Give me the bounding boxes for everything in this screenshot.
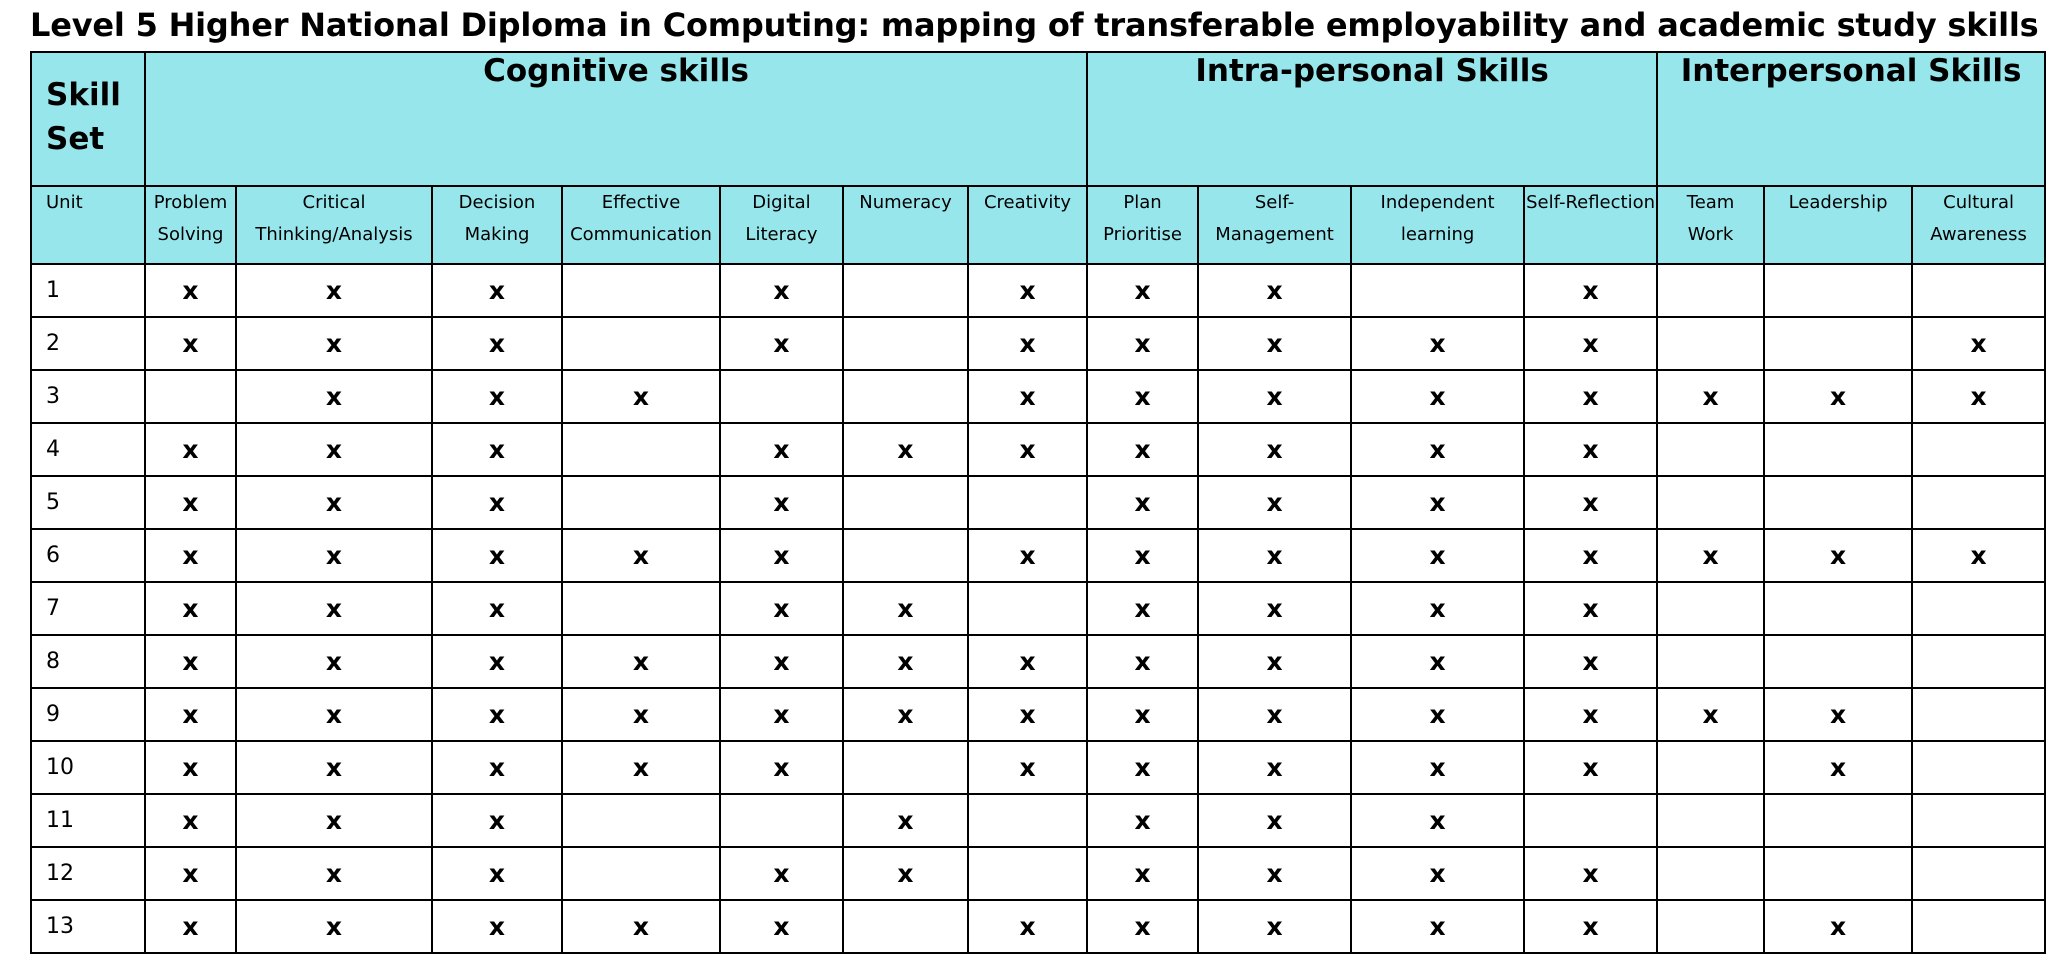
skill-mark-cell: x [236,635,432,688]
skill-mark-cell [1912,582,2045,635]
skill-mark-cell [1912,741,2045,794]
skill-mark-cell [1764,847,1912,900]
skill-mark-cell: x [720,529,843,582]
unit-number: 7 [31,582,145,635]
skill-mark-cell: x [236,582,432,635]
column-header [843,186,968,264]
skill-mark-cell: x [1912,370,2045,423]
skill-mark-cell: x [968,264,1087,317]
unit-column-header: Unit [31,186,145,264]
column-header-line: Prioritise [1103,224,1182,245]
skill-mark-cell [720,794,843,847]
skill-mark-cell [562,847,720,900]
table-row [31,529,2045,582]
skill-mark-cell: x [236,529,432,582]
skill-mark-cell: x [1351,582,1524,635]
skill-mark-cell: x [1087,264,1198,317]
skill-mark-cell: x [1351,847,1524,900]
column-header-line: Critical [302,192,366,213]
skill-mark-cell [1657,264,1764,317]
group-cognitive-skills: Cognitive skills [145,52,1087,186]
unit-number: 1 [31,264,145,317]
skill-mark-cell: x [1912,529,2045,582]
skill-mark-cell: x [1087,900,1198,953]
skill-mark-cell: x [968,900,1087,953]
skill-mark-cell: x [720,317,843,370]
table-row [31,741,2045,794]
skill-mark-cell: x [1087,635,1198,688]
table-row [31,635,2045,688]
skill-mark-cell: x [562,529,720,582]
table-row [31,264,2045,317]
skill-mark-cell: x [1198,794,1351,847]
column-header-line: Thinking/Analysis [255,224,413,245]
skill-mark-cell: x [562,900,720,953]
group-header-row [31,52,2045,186]
skill-mark-cell: x [843,423,968,476]
skill-mark-cell [843,741,968,794]
skill-mark-cell: x [1087,847,1198,900]
unit-number: 2 [31,317,145,370]
skill-mark-cell [1764,582,1912,635]
skill-mark-cell [1764,423,1912,476]
skill-set-header [31,52,145,186]
column-header-line: Self- [1254,192,1295,213]
skill-mark-cell: x [1764,900,1912,953]
skill-mark-cell: x [432,847,562,900]
column-header-line: Effective [601,192,681,213]
skill-mark-cell: x [432,900,562,953]
table-row [31,688,2045,741]
table-body [31,264,2045,953]
unit-number: 3 [31,370,145,423]
skill-mark-cell: x [720,423,843,476]
skill-mark-cell: x [145,794,236,847]
skill-mark-cell [1524,794,1657,847]
skill-mark-cell: x [432,529,562,582]
skill-mark-cell [1657,476,1764,529]
unit-number: 10 [31,741,145,794]
skill-mark-cell: x [1351,794,1524,847]
column-header-line: Digital [752,192,811,213]
skill-mark-cell: x [432,582,562,635]
skill-mark-cell: x [1912,317,2045,370]
column-header [1351,186,1524,264]
group-interpersonal-skills: Interpersonal Skills [1657,52,2045,186]
skill-mark-cell: x [968,529,1087,582]
unit-number: 4 [31,423,145,476]
skill-mark-cell: x [1198,688,1351,741]
column-header-line: Making [464,224,530,245]
skill-mark-cell: x [236,794,432,847]
skill-mark-cell: x [145,423,236,476]
skill-mark-cell: x [1087,794,1198,847]
table-row [31,900,2045,953]
skill-mark-cell: x [1198,582,1351,635]
skill-mark-cell: x [1198,635,1351,688]
skill-mark-cell: x [1087,582,1198,635]
skill-mark-cell [1657,794,1764,847]
skill-mark-cell [1912,476,2045,529]
skill-mark-cell: x [1764,529,1912,582]
skill-mark-cell [1912,794,2045,847]
skill-mark-cell: x [1198,529,1351,582]
skill-mark-cell [843,264,968,317]
column-header-line: Communication [570,224,712,245]
skill-mark-cell: x [1524,900,1657,953]
skill-mark-cell [1351,264,1524,317]
skill-mark-cell: x [145,529,236,582]
column-header [1764,186,1912,264]
column-header-line: Self-Reflection [1526,192,1656,213]
skill-mark-cell [843,370,968,423]
skill-mark-cell: x [843,794,968,847]
skill-mark-cell: x [1524,264,1657,317]
column-header-line: Literacy [745,224,818,245]
skill-mark-cell: x [432,317,562,370]
skill-mark-cell [1912,847,2045,900]
skill-mark-cell: x [145,582,236,635]
skill-mark-cell [968,794,1087,847]
skill-mark-cell: x [968,370,1087,423]
skill-mark-cell: x [1198,476,1351,529]
skill-mark-cell: x [968,317,1087,370]
skill-mark-cell: x [1524,635,1657,688]
skill-mark-cell: x [1524,423,1657,476]
skill-mark-cell: x [1087,370,1198,423]
skill-mark-cell: x [432,423,562,476]
skill-mark-cell: x [1351,529,1524,582]
skill-mark-cell: x [1198,317,1351,370]
skill-mark-cell: x [145,741,236,794]
skill-mark-cell: x [1087,317,1198,370]
skill-mark-cell [1764,794,1912,847]
skill-mark-cell: x [843,847,968,900]
skill-mark-cell [968,847,1087,900]
skill-mark-cell [843,476,968,529]
skill-set-line1: Skill [46,77,121,113]
column-header-line: Team [1686,192,1735,213]
skill-mark-cell: x [1657,688,1764,741]
skill-mark-cell: x [236,476,432,529]
skill-mark-cell: x [145,847,236,900]
skill-mark-cell [1912,423,2045,476]
skill-mark-cell [1764,635,1912,688]
skill-mark-cell: x [562,688,720,741]
column-header-line: Cultural [1943,192,2014,213]
column-header [236,186,432,264]
skill-mark-cell: x [1087,529,1198,582]
skill-mark-cell [1912,635,2045,688]
skill-mark-cell: x [843,582,968,635]
skill-mark-cell: x [145,688,236,741]
skill-mark-cell: x [720,264,843,317]
column-header-line: Numeracy [859,192,952,213]
column-header-line: Management [1215,224,1334,245]
skills-mapping-table [30,51,2046,954]
skill-mark-cell [843,317,968,370]
skill-mark-cell [843,529,968,582]
skill-mark-cell: x [1657,370,1764,423]
column-header-row [31,186,2045,264]
skill-mark-cell: x [968,741,1087,794]
skill-mark-cell: x [1198,370,1351,423]
skill-mark-cell: x [720,900,843,953]
skill-mark-cell: x [236,847,432,900]
skill-mark-cell: x [1524,476,1657,529]
skill-mark-cell: x [1524,688,1657,741]
skill-mark-cell [1657,741,1764,794]
skill-mark-cell: x [236,741,432,794]
skill-mark-cell: x [1524,317,1657,370]
column-header [1657,186,1764,264]
skill-mark-cell: x [1764,370,1912,423]
skill-mark-cell: x [1524,370,1657,423]
skill-mark-cell [1912,688,2045,741]
skill-mark-cell: x [432,264,562,317]
column-header [145,186,236,264]
skill-mark-cell: x [236,423,432,476]
column-header [1198,186,1351,264]
skill-mark-cell [968,476,1087,529]
table-row [31,476,2045,529]
skill-mark-cell: x [236,900,432,953]
skill-mark-cell: x [1198,264,1351,317]
skill-mark-cell: x [720,476,843,529]
skill-mark-cell: x [1764,741,1912,794]
column-header [720,186,843,264]
skill-mark-cell [562,264,720,317]
skill-mark-cell: x [145,476,236,529]
table-row [31,794,2045,847]
skill-mark-cell: x [1087,741,1198,794]
skill-mark-cell: x [720,635,843,688]
skill-mark-cell: x [432,741,562,794]
column-header [968,186,1087,264]
column-header-line: Problem [153,192,228,213]
skill-set-line2: Set [46,121,105,157]
skill-mark-cell: x [720,847,843,900]
skill-mark-cell: x [1351,900,1524,953]
skill-mark-cell: x [1087,423,1198,476]
table-row [31,582,2045,635]
skill-mark-cell: x [1351,635,1524,688]
skill-mark-cell: x [145,317,236,370]
skill-mark-cell [720,370,843,423]
skill-mark-cell: x [968,688,1087,741]
skill-mark-cell: x [562,741,720,794]
group-intra-personal-skills: Intra-personal Skills [1087,52,1657,186]
skill-mark-cell [562,794,720,847]
unit-number: 11 [31,794,145,847]
skill-mark-cell: x [1351,370,1524,423]
skill-mark-cell: x [145,900,236,953]
column-header-line: Independent [1380,192,1495,213]
skill-mark-cell [1764,264,1912,317]
skill-mark-cell [562,423,720,476]
column-header [1912,186,2045,264]
skill-mark-cell: x [1524,529,1657,582]
skill-mark-cell [145,370,236,423]
skill-mark-cell: x [1198,900,1351,953]
skill-mark-cell: x [236,317,432,370]
skill-mark-cell: x [1351,423,1524,476]
skill-mark-cell [1657,582,1764,635]
skill-mark-cell: x [432,476,562,529]
skill-mark-cell: x [1524,582,1657,635]
column-header [1087,186,1198,264]
skill-mark-cell: x [1351,741,1524,794]
skill-mark-cell [562,317,720,370]
table-row [31,847,2045,900]
skill-mark-cell [1764,317,1912,370]
skill-mark-cell: x [236,264,432,317]
skill-mark-cell: x [1198,847,1351,900]
unit-number: 6 [31,529,145,582]
column-header [562,186,720,264]
skill-mark-cell: x [432,370,562,423]
skill-mark-cell: x [1198,741,1351,794]
skill-mark-cell: x [1524,847,1657,900]
skill-mark-cell: x [145,264,236,317]
column-header-line: learning [1400,224,1475,245]
skill-mark-cell: x [1657,529,1764,582]
skill-mark-cell: x [1351,688,1524,741]
column-header-line: Creativity [983,192,1072,213]
page-title: Level 5 Higher National Diploma in Computing: mapping of transferable employability and academic study skills [30,6,2039,44]
table-row [31,423,2045,476]
skill-mark-cell: x [720,741,843,794]
skill-mark-cell [562,582,720,635]
skill-mark-cell: x [432,635,562,688]
skill-mark-cell: x [968,423,1087,476]
skill-mark-cell: x [562,635,720,688]
unit-number: 9 [31,688,145,741]
skill-mark-cell [1657,900,1764,953]
skill-mark-cell: x [1087,476,1198,529]
skill-mark-cell: x [720,582,843,635]
table-row [31,317,2045,370]
skill-mark-cell: x [432,688,562,741]
skill-mark-cell: x [1351,476,1524,529]
skill-mark-cell: x [145,635,236,688]
skill-mark-cell: x [1198,423,1351,476]
unit-number: 12 [31,847,145,900]
skill-mark-cell: x [843,635,968,688]
skill-mark-cell: x [720,688,843,741]
skill-mark-cell: x [1764,688,1912,741]
skill-mark-cell: x [236,688,432,741]
skill-mark-cell [968,582,1087,635]
skill-mark-cell [1657,847,1764,900]
skill-mark-cell [562,476,720,529]
skill-mark-cell: x [432,794,562,847]
skill-mark-cell: x [562,370,720,423]
column-header-line: Plan [1123,192,1162,213]
column-header-line: Leadership [1788,192,1888,213]
skill-mark-cell: x [1351,317,1524,370]
skill-mark-cell: x [1524,741,1657,794]
skill-mark-cell [1657,317,1764,370]
skill-mark-cell: x [236,370,432,423]
skill-mark-cell: x [843,688,968,741]
unit-number: 8 [31,635,145,688]
skill-mark-cell [1912,264,2045,317]
column-header-line: Decision [458,192,536,213]
unit-number: 5 [31,476,145,529]
column-header [1524,186,1657,264]
column-header [432,186,562,264]
table-row [31,370,2045,423]
skill-mark-cell: x [968,635,1087,688]
skill-mark-cell [1764,476,1912,529]
skill-mark-cell [1657,635,1764,688]
skill-mark-cell [1657,423,1764,476]
unit-number: 13 [31,900,145,953]
skill-mark-cell [1912,900,2045,953]
skill-mark-cell [843,900,968,953]
skill-mark-cell: x [1087,688,1198,741]
column-header-line: Work [1687,224,1734,245]
column-header-line: Solving [157,224,224,245]
column-header-line: Awareness [1930,224,2027,245]
